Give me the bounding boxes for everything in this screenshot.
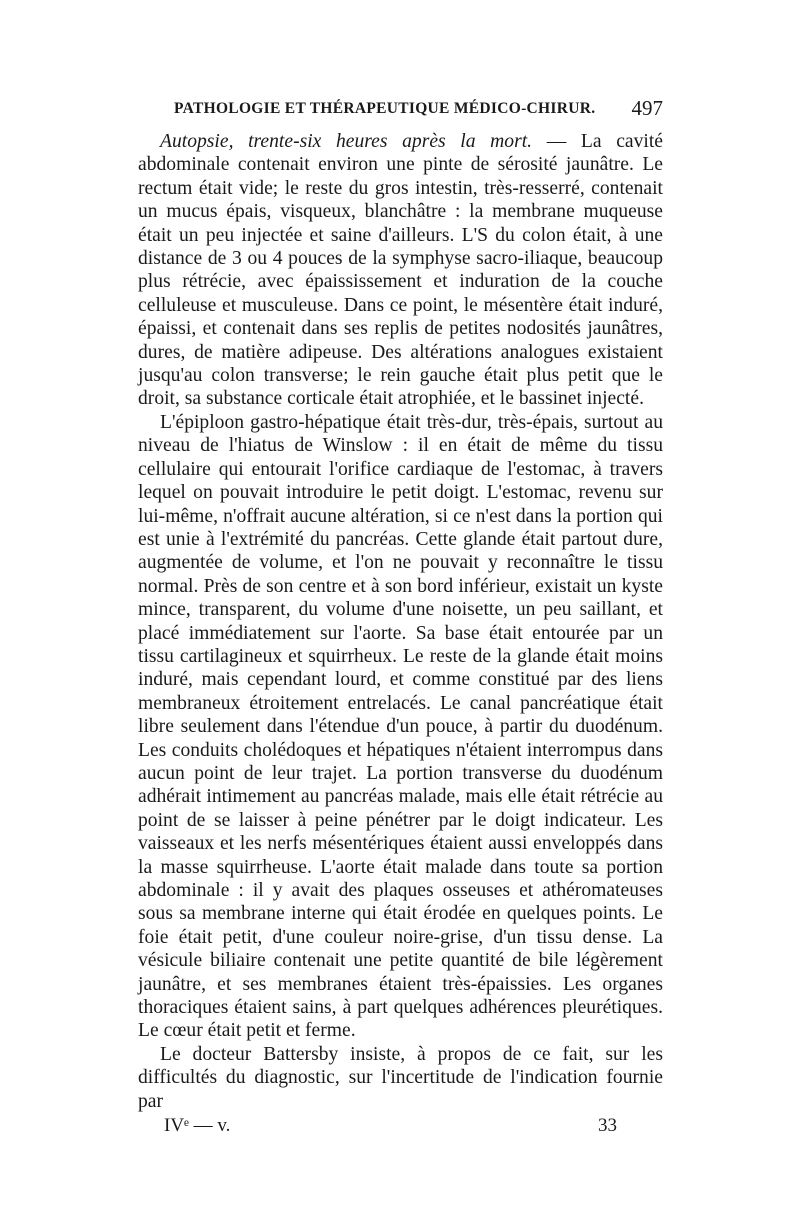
- running-title: PATHOLOGIE ET THÉRAPEUTIQUE MÉDICO-CHIRUR.: [174, 100, 596, 117]
- paragraph-text: Le docteur Battersby insiste, à propos de ce fait, sur les difficultés du diagnostic, sur l'incertitude de l'indication fournie par: [138, 1043, 663, 1112]
- paragraph-autopsy: [138, 130, 663, 411]
- paragraph-battersby: [138, 1043, 663, 1113]
- paragraph-epiploon: [138, 411, 663, 1043]
- body-text: [138, 130, 663, 1113]
- paragraph-text: L'épiploon gastro-hépatique était très-dur, très-épais, surtout au niveau de l'hiatus de Winslow : il en était de même du tissu cellulaire qui entourait l'orifice cardiaque de l'estomac, à travers lequel on pouvait introduire le petit doigt. L'estomac, revenu sur lui-même, n'offrait aucune altération, si ce n'est dans la portion qui est unie à l'extrémité du pancréas. Cette glande était partout dure, augmentée de volume, et l'on ne pouvait y reconnaître le tissu normal. Près de son centre et à son bord inférieur, existait un kyste mince, transparent, du volume d'une noisette, un peu saillant, et placé immédiatement sur l'aorte. Sa base était entourée par un tissu cartilagineux et squirrheux. Le reste de la glande était moins induré, mais cependant lourd, et comme constitué par des liens membraneux étroitement entrelacés. Le canal pancréatique était libre seulement dans l'étendue d'un pouce, à partir du duodénum. Les conduits cholédoques et hépatiques n'étaient interrompus dans aucun point de leur trajet. La portion transverse du duodénum adhérait intimement au pancréas malade, mais elle était rétrécie au point de se laisser à peine pénétrer par le doigt indicateur. Les vaisseaux et les nerfs mésentériques étaient aussi enveloppés dans la masse squirrheuse. L'aorte était malade dans toute sa portion abdominale : il y avait des plaques osseuses et athéromateuses sous sa membrane interne qui était érodée en quelques points. Le foie était petit, d'une couleur noire-grise, d'un tissu dense. La vésicule biliaire contenait une petite quantité de bile légèrement jaunâtre, et ses membranes étaient très-épaissies. Les organes thoraciques étaient sains, à part quelques adhérences pleurétiques. Le cœur était petit et ferme.: [138, 411, 663, 1042]
- page-header: [138, 96, 663, 130]
- paragraph-lead: Autopsie, trente-six heures après la mort.: [160, 131, 533, 152]
- book-page: [138, 96, 663, 1143]
- page-footer: [138, 1115, 663, 1143]
- paragraph-text: — La cavité abdominale contenait environ une pinte de sérosité jaunâtre. Le rectum était vide; le reste du gros intestin, très-resserré, contenait un mucus épais, visqueux, blanchâtre : la membrane muqueuse était un peu injectée et saine d'ailleurs. L'S du colon était, à une distance de 3 ou 4 pouces de la symphyse sacro-iliaque, beaucoup plus rétrécie, avec épaississement et induration de la couche celluleuse et musculeuse. Dans ce point, le mésentère était induré, épaissi, et contenait dans ses replis de petites nodosités jaunâtres, dures, de matière adipeuse. Des altérations analogues existaient jusqu'au colon transverse; le rein gauche était plus petit que le droit, sa substance corticale était atrophiée, et le bassinet injecté.: [138, 131, 663, 410]
- signature-number: 33: [598, 1115, 617, 1137]
- signature-mark: IVᵉ — v.: [164, 1115, 231, 1137]
- page-number: 497: [631, 96, 663, 120]
